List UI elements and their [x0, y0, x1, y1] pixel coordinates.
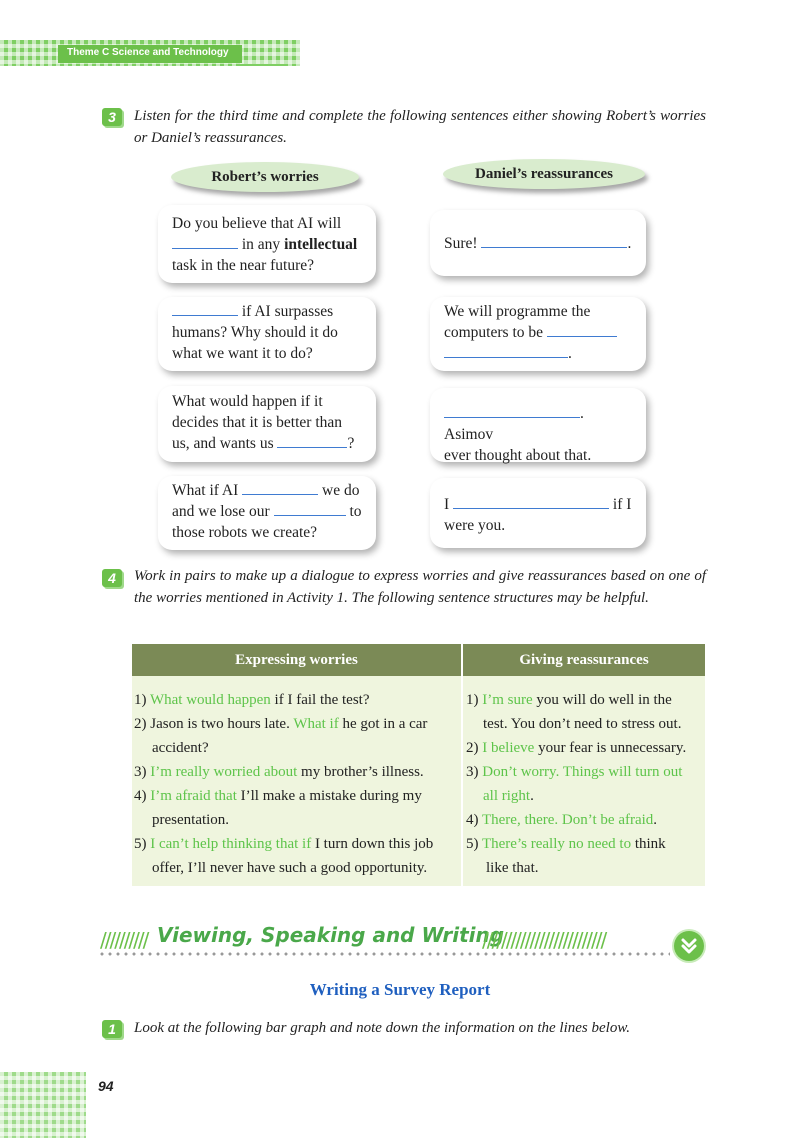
answer-blank[interactable] [277, 433, 347, 448]
daniels-reassurances-heading: Daniel’s reassurances [443, 159, 645, 189]
list-item: 4) I’m afraid that I’ll make a mistake during my [134, 788, 422, 804]
section-subtitle: Writing a Survey Report [309, 980, 491, 999]
table-header-reassurances: Giving reassurances [463, 644, 705, 676]
chevron-down-icon [674, 931, 704, 961]
worry-4-text-a: What if AI [172, 482, 243, 499]
reassurances-list [466, 688, 703, 880]
answer-blank[interactable] [444, 403, 580, 418]
answer-blank[interactable] [172, 234, 238, 249]
activity-4-instruction: Work in pairs to make up a dialogue to express worries and give reassurances based on one of the worries mentioned in Activity 1. The following sentence structures may be helpful. [134, 568, 706, 606]
worry-1-line-1: Do you believe that AI will [172, 215, 342, 232]
worry-4-text-c: and we lose our [172, 503, 274, 520]
worry-2-line-1 [172, 301, 362, 322]
worry-4-line-2 [172, 501, 362, 522]
reassurance-4-text-a: I [444, 496, 454, 513]
reassurance-4-text-b: if I [609, 496, 632, 513]
theme-label: Theme C Science and Technology [67, 47, 229, 58]
activity-3-instruction: Listen for the third time and complete the following sentences either showing Robert’s worries or Daniel’s reassurances. [134, 108, 706, 146]
reassurance-3-line-1 [444, 403, 632, 445]
reassurance-4-line-1 [444, 494, 632, 515]
page-number: 94 [98, 1078, 114, 1094]
reassurance-2-line-3 [444, 343, 632, 364]
worry-3-end: ? [347, 435, 355, 452]
list-item: 5) I can’t help thinking that if I turn down this job [134, 836, 434, 852]
reassurance-box-3 [430, 388, 646, 462]
worry-2-line-2: humans? Why should it do [172, 324, 338, 341]
worry-1-line-2 [172, 234, 362, 255]
worry-box-4 [158, 476, 376, 550]
reassurance-3-text: . Asimov [444, 405, 584, 443]
reassurance-box-4 [430, 478, 646, 548]
reassurance-box-1 [430, 210, 646, 276]
answer-blank[interactable] [453, 494, 609, 509]
activity-1-instruction: Look at the following bar graph and note down the information on the lines below. [134, 1020, 630, 1036]
worries-list [134, 688, 459, 880]
list-item: 1) I’m sure you will do well in the [466, 692, 672, 708]
worry-box-1 [158, 205, 376, 283]
footer-pixel-pattern [0, 1072, 86, 1138]
reassurance-3-line-2: ever thought about that. [444, 447, 592, 464]
activity-3-number: 3 [102, 108, 122, 126]
list-item-continuation: like that. [486, 860, 539, 876]
list-item-continuation: presentation. [152, 812, 230, 828]
worry-4-text-d: to [345, 503, 362, 520]
reassurance-1-end: . [627, 235, 632, 252]
worry-1-bold: intellectual [284, 236, 358, 253]
answer-blank[interactable] [444, 343, 568, 358]
section-slash-decoration-right: ////////////////////////// [482, 928, 606, 952]
answer-blank[interactable] [547, 322, 617, 337]
table-header-worries: Expressing worries [132, 644, 461, 676]
answer-blank[interactable] [274, 501, 346, 516]
dotted-divider [98, 952, 670, 956]
list-item: 2) Jason is two hours late. What if he got in a car [134, 716, 428, 732]
list-item: 1) What would happen if I fail the test? [134, 692, 370, 708]
worry-box-2 [158, 297, 376, 371]
list-item: 5) There’s really no need to think [466, 836, 666, 852]
reassurance-2-end: . [568, 345, 572, 362]
list-item: 3) I’m really worried about my brother’s illness. [134, 764, 424, 780]
header-rule [240, 64, 284, 66]
worry-3-text: us, and wants us [172, 435, 278, 452]
list-item-continuation: offer, I’ll never have such a good opportunity. [152, 860, 428, 876]
answer-blank[interactable] [242, 480, 318, 495]
reassurance-2-line-1: We will programme the [444, 303, 591, 320]
worry-1-line-3: task in the near future? [172, 257, 315, 274]
worry-2-text: if AI surpasses [238, 303, 334, 320]
reassurance-2-text: computers to be [444, 324, 547, 341]
worry-2-line-3: what we want it to do? [172, 345, 313, 362]
reassurance-1-text: Sure! [444, 235, 482, 252]
reassurance-1-line-1 [444, 233, 632, 254]
activity-4-number: 4 [102, 569, 122, 587]
reassurance-box-2 [430, 297, 646, 371]
worry-1-text: in any [238, 236, 285, 253]
worry-4-text-b: we do [318, 482, 360, 499]
list-item: 2) I believe your fear is unnecessary. [466, 740, 687, 756]
answer-blank[interactable] [172, 301, 238, 316]
list-item-continuation: accident? [152, 740, 209, 756]
table-divider [461, 644, 463, 886]
activity-1-number: 1 [102, 1020, 122, 1038]
section-title: Viewing, Speaking and Writing [157, 923, 505, 947]
worry-4-line-1 [172, 480, 362, 501]
answer-blank[interactable] [481, 233, 627, 248]
list-item: 3) Don’t worry. Things will turn out [466, 764, 683, 780]
worry-3-line-2: decides that it is better than [172, 414, 343, 431]
reassurance-2-line-2 [444, 322, 632, 343]
worry-3-line-3 [172, 433, 362, 454]
worry-box-3 [158, 386, 376, 462]
worry-3-line-1: What would happen if it [172, 393, 323, 410]
list-item-continuation: all right. [483, 788, 534, 804]
roberts-worries-heading: Robert’s worries [171, 162, 359, 192]
list-item: 4) There, there. Don’t be afraid. [466, 812, 658, 828]
section-slash-decoration-left: ////////// [100, 928, 148, 952]
reassurance-4-line-2: were you. [444, 517, 506, 534]
worry-4-line-3: those robots we create? [172, 524, 318, 541]
list-item-continuation: test. You don’t need to stress out. [483, 716, 682, 732]
